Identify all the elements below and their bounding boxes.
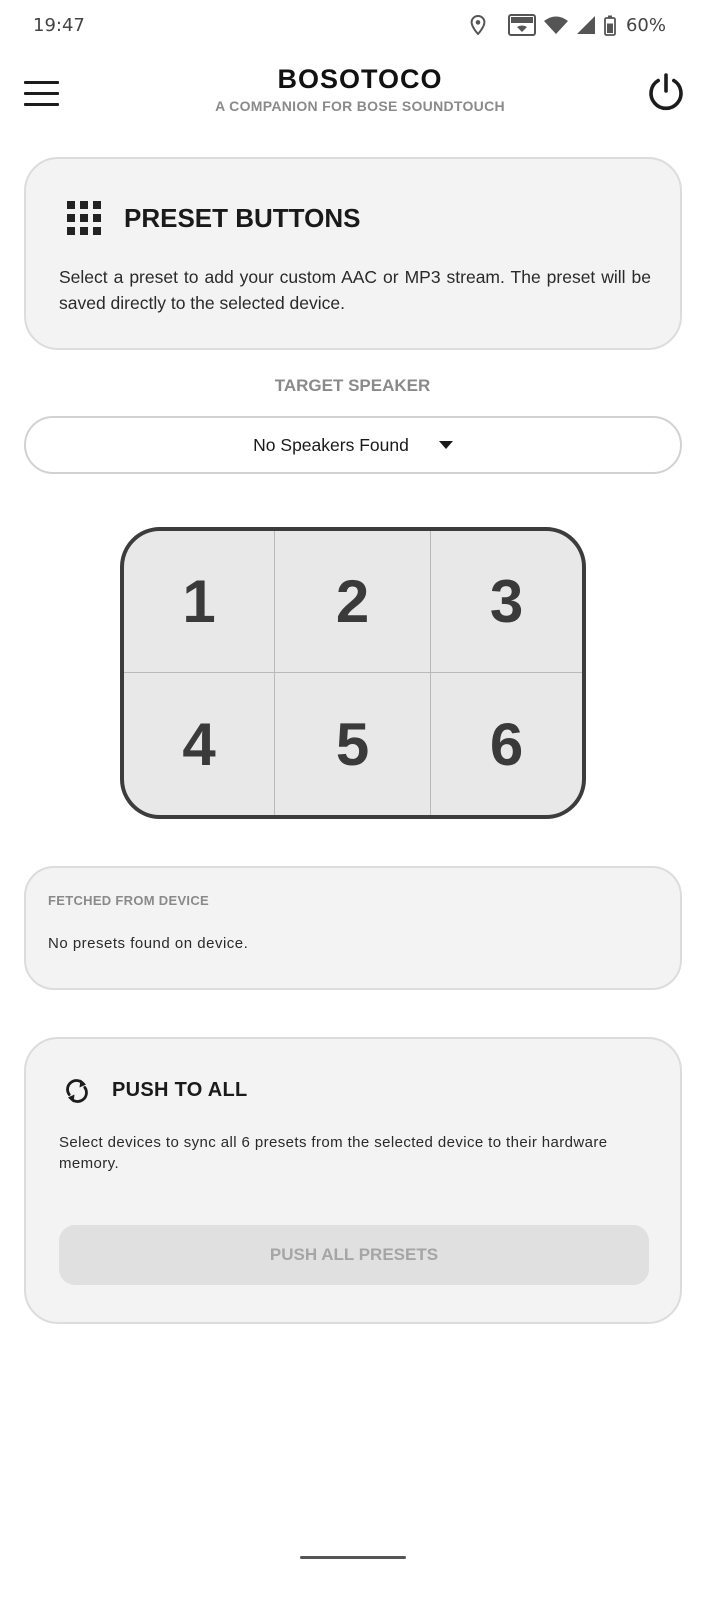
battery-percent: 60%: [625, 14, 666, 36]
grid-icon: [67, 201, 101, 235]
vowifi-icon: [508, 14, 536, 36]
preset-grid: [120, 527, 586, 819]
preset-info-card: [24, 157, 682, 350]
preset-card-title: PRESET BUTTONS: [124, 203, 361, 233]
fetched-label: FETCHED FROM DEVICE: [48, 893, 209, 908]
preset-button-2[interactable]: 2: [275, 531, 431, 673]
signal-icon: [576, 15, 596, 35]
preset-button-4[interactable]: 4: [124, 673, 275, 815]
speaker-dropdown-value: No Speakers Found: [253, 434, 409, 455]
location-icon: [470, 15, 486, 35]
preset-button-5[interactable]: 5: [275, 673, 431, 815]
preset-button-6[interactable]: 6: [489, 710, 524, 778]
push-all-presets-button[interactable]: PUSH ALL PRESETS: [59, 1225, 649, 1285]
push-card-description: Select devices to sync all 6 presets from the selected device to their hardware memory.: [59, 1134, 608, 1172]
preset-button-1[interactable]: 1: [124, 531, 275, 673]
status-bar: [0, 0, 720, 52]
target-speaker-label: TARGET SPEAKER: [274, 376, 431, 395]
push-card-title: PUSH TO ALL: [112, 1079, 248, 1101]
power-icon[interactable]: [646, 72, 686, 112]
app-title: BOSOTOCO: [277, 64, 443, 94]
app-subtitle: A COMPANION FOR BOSE SOUNDTOUCH: [215, 98, 505, 114]
preset-button-3[interactable]: 3: [431, 531, 582, 673]
fetched-message: No presets found on device.: [48, 935, 249, 952]
speaker-dropdown[interactable]: [24, 416, 682, 474]
sync-icon: [61, 1075, 93, 1107]
push-to-all-card: [24, 1037, 682, 1324]
gesture-nav-handle[interactable]: [300, 1556, 406, 1559]
fetched-presets-card: [24, 866, 682, 990]
chevron-down-icon: [439, 441, 453, 449]
preset-card-description: Select a preset to add your custom AAC or MP3 stream. The preset will be saved directly to the selected device.: [59, 267, 651, 313]
status-time: 19:47: [33, 15, 85, 36]
wifi-icon: [544, 15, 568, 35]
battery-icon: [604, 15, 616, 36]
app-header: [0, 52, 720, 142]
status-icons: [470, 14, 666, 36]
